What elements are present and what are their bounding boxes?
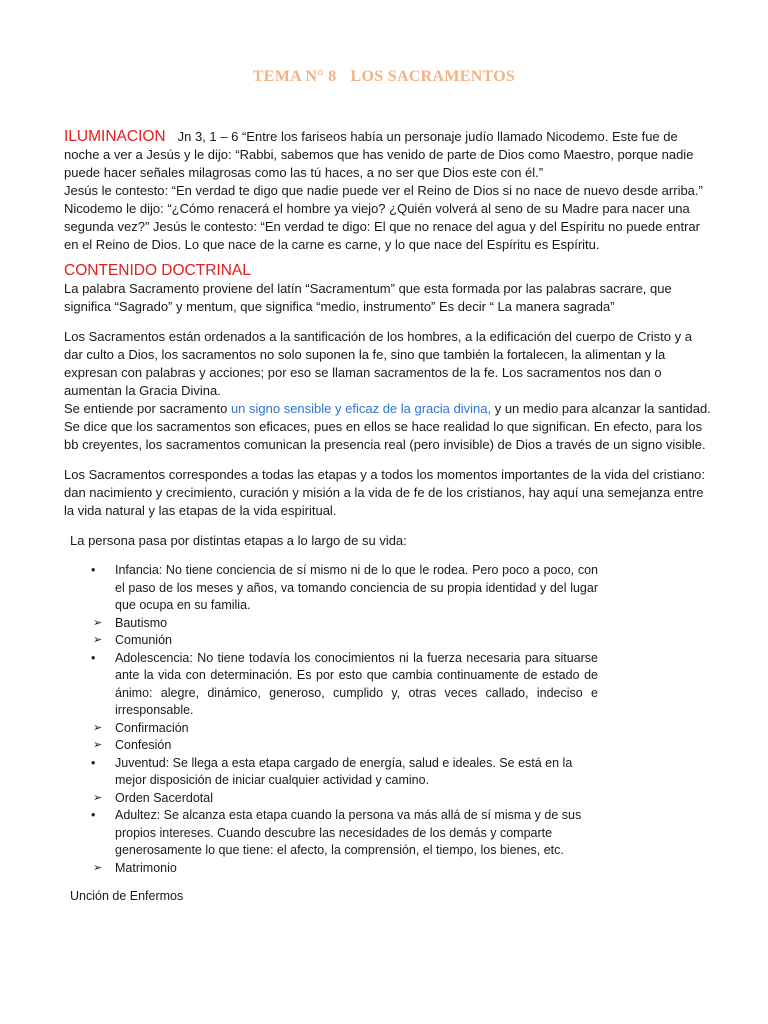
arrow-marker: ➢ — [93, 616, 103, 629]
list-item-text: Adolescencia: No tiene todavía los conocimientos ni la fuerza necesaria para situarse ante la vida con determinación. Es por esto que cambia continuamente de estado de ánimo: alegre, dinámico, generoso, cumplido y, otras veces callado, indeciso e irresponsable. — [115, 650, 598, 717]
title-number: TEMA N° 8 — [252, 68, 337, 85]
list-item-text: Confesión — [115, 738, 172, 752]
list-item-text: Infancia: No tiene conciencia de sí mismo ni de lo que le rodea. Pero poco a poco, con el paso de los meses y años, va tomando conciencia de su propia identidad y del lugar que ocupa en su familia. — [115, 563, 598, 612]
definition-text: Se entiende por sacramento — [64, 401, 231, 416]
arrow-marker: ➢ — [93, 791, 103, 804]
list-item-text: Orden Sacerdotal — [115, 790, 213, 805]
paragraph-definition — [64, 400, 712, 454]
bullet-marker: • — [91, 563, 96, 577]
list-item — [64, 860, 712, 878]
iluminacion-heading: ILUMINACION — [64, 128, 166, 145]
arrow-marker: ➢ — [93, 861, 103, 874]
definition-highlight: un signo sensible y eficaz de la gracia divina, — [230, 401, 492, 416]
bullet-marker: • — [91, 755, 96, 770]
document-body — [64, 128, 712, 905]
list-item — [64, 720, 712, 738]
list-item-text: Comunión — [115, 633, 172, 647]
list-item — [64, 615, 712, 633]
bible-reference: Jn 3, 1 – 6 — [177, 129, 239, 144]
iluminacion-line: puede hacer señales milagrosas como las tú haces, a no ser que Dios este con él.” — [64, 165, 544, 180]
list-item-text: Juventud: Se llega a esta etapa cargado de energía, salud e ideales. Se está en la mejor disposición de iniciar cualquier actividad y camino. — [115, 755, 573, 787]
iluminacion-line: en el Reino de Dios. Lo que nace de la carne es carne, y lo que nace del Espíritu es Espíritu. — [64, 237, 600, 252]
bullet-marker: • — [91, 808, 96, 822]
paragraph-text: Los Sacramentos están ordenados a la santificación de los hombres, a la edificación del cuerpo de Cristo y a dar culto a Dios, los sacramentos no solo suponen la fe, sino que también la fortalecen, la alimentan y la expresan con palabras y acciones; por eso se llaman sacramentos de la fe. Los sacramentos nos dan o aumentan la Gracia Divina. — [64, 329, 692, 398]
etapas-list — [64, 562, 712, 877]
list-item — [64, 562, 712, 615]
ending-line: Unción de Enfermos — [70, 889, 184, 903]
list-item — [64, 807, 712, 860]
iluminacion-line: “Entre los fariseos había un personaje judío llamado Nicodemo. Este fue de — [241, 129, 678, 144]
list-item-text: Matrimonio — [115, 860, 177, 875]
etapas-lead: La persona pasa por distintas etapas a lo largo de su vida: — [70, 533, 407, 548]
paragraph-etapas: Los Sacramentos correspondes a todas las etapas y a todos los momentos importantes de la vida del cristiano: dan nacimiento y crecimiento, curación y misión a la vida de fe de los cristianos, hay aquí una semejanza entre la vida natural y las etapas de la vida espiritual. — [64, 467, 705, 518]
arrow-marker: ➢ — [93, 739, 103, 751]
arrow-marker: ➢ — [93, 634, 103, 646]
iluminacion-line: Nicodemo le dijo: “¿Cómo renacerá el hombre ya viejo? ¿Quién volverá al seno de su Madre para nacer una — [64, 201, 690, 216]
title-topic: LOS SACRAMENTOS — [350, 68, 516, 85]
list-item — [64, 737, 712, 755]
iluminacion-line: noche a ver a Jesús y le dijo: “Rabbi, sabemos que has venido de parte de Dios como Maestro, porque nadie — [64, 147, 694, 162]
iluminacion-line: Jesús le contesto: “En verdad te digo que nadie puede ver el Reino de Dios si no nace de nuevo desde arriba.” — [64, 183, 703, 198]
iluminacion-section — [64, 128, 712, 254]
list-item — [64, 755, 712, 790]
bullet-marker: • — [91, 650, 96, 665]
arrow-marker: ➢ — [93, 721, 103, 734]
definition-text: y un medio para alcanzar la santidad. Se dice que los sacramentos son eficaces, pues en ellos se hace realidad lo que significan. En efecto, para los bb creyentes, los sacramentos comunican la presencia real (pero invisible) de Dios a través de un signo visible. — [64, 401, 711, 452]
list-item — [64, 790, 712, 808]
list-item — [64, 632, 712, 650]
list-item-text: Adultez: Se alcanza esta etapa cuando la persona va más allá de sí misma y de sus propios intereses. Cuando descubre las necesidades de los demás y comparte generosamente lo que tiene: el afecto, la comprensión, el tiempo, los bienes, etc. — [115, 808, 582, 857]
page-title — [0, 68, 768, 86]
list-item-text: Bautismo — [115, 615, 168, 630]
list-item-text: Confirmación — [115, 720, 189, 735]
contenido-section — [64, 262, 712, 905]
iluminacion-line: segunda vez?” Jesús le contesto: “En verdad te digo: El que no renace del agua y del Espíritu no puede entrar — [64, 219, 700, 234]
list-item — [64, 650, 712, 720]
contenido-heading: CONTENIDO DOCTRINAL — [64, 262, 251, 279]
paragraph-sacramento-origin: La palabra Sacramento proviene del latín “Sacramentum” que esta formada por las palabras sacrare, que significa “Sagrado” y mentum, que significa “medio, instrumento” Es decir “ La manera sagrada” — [64, 281, 672, 314]
paragraph-sacramentos-ordenados — [64, 328, 712, 454]
